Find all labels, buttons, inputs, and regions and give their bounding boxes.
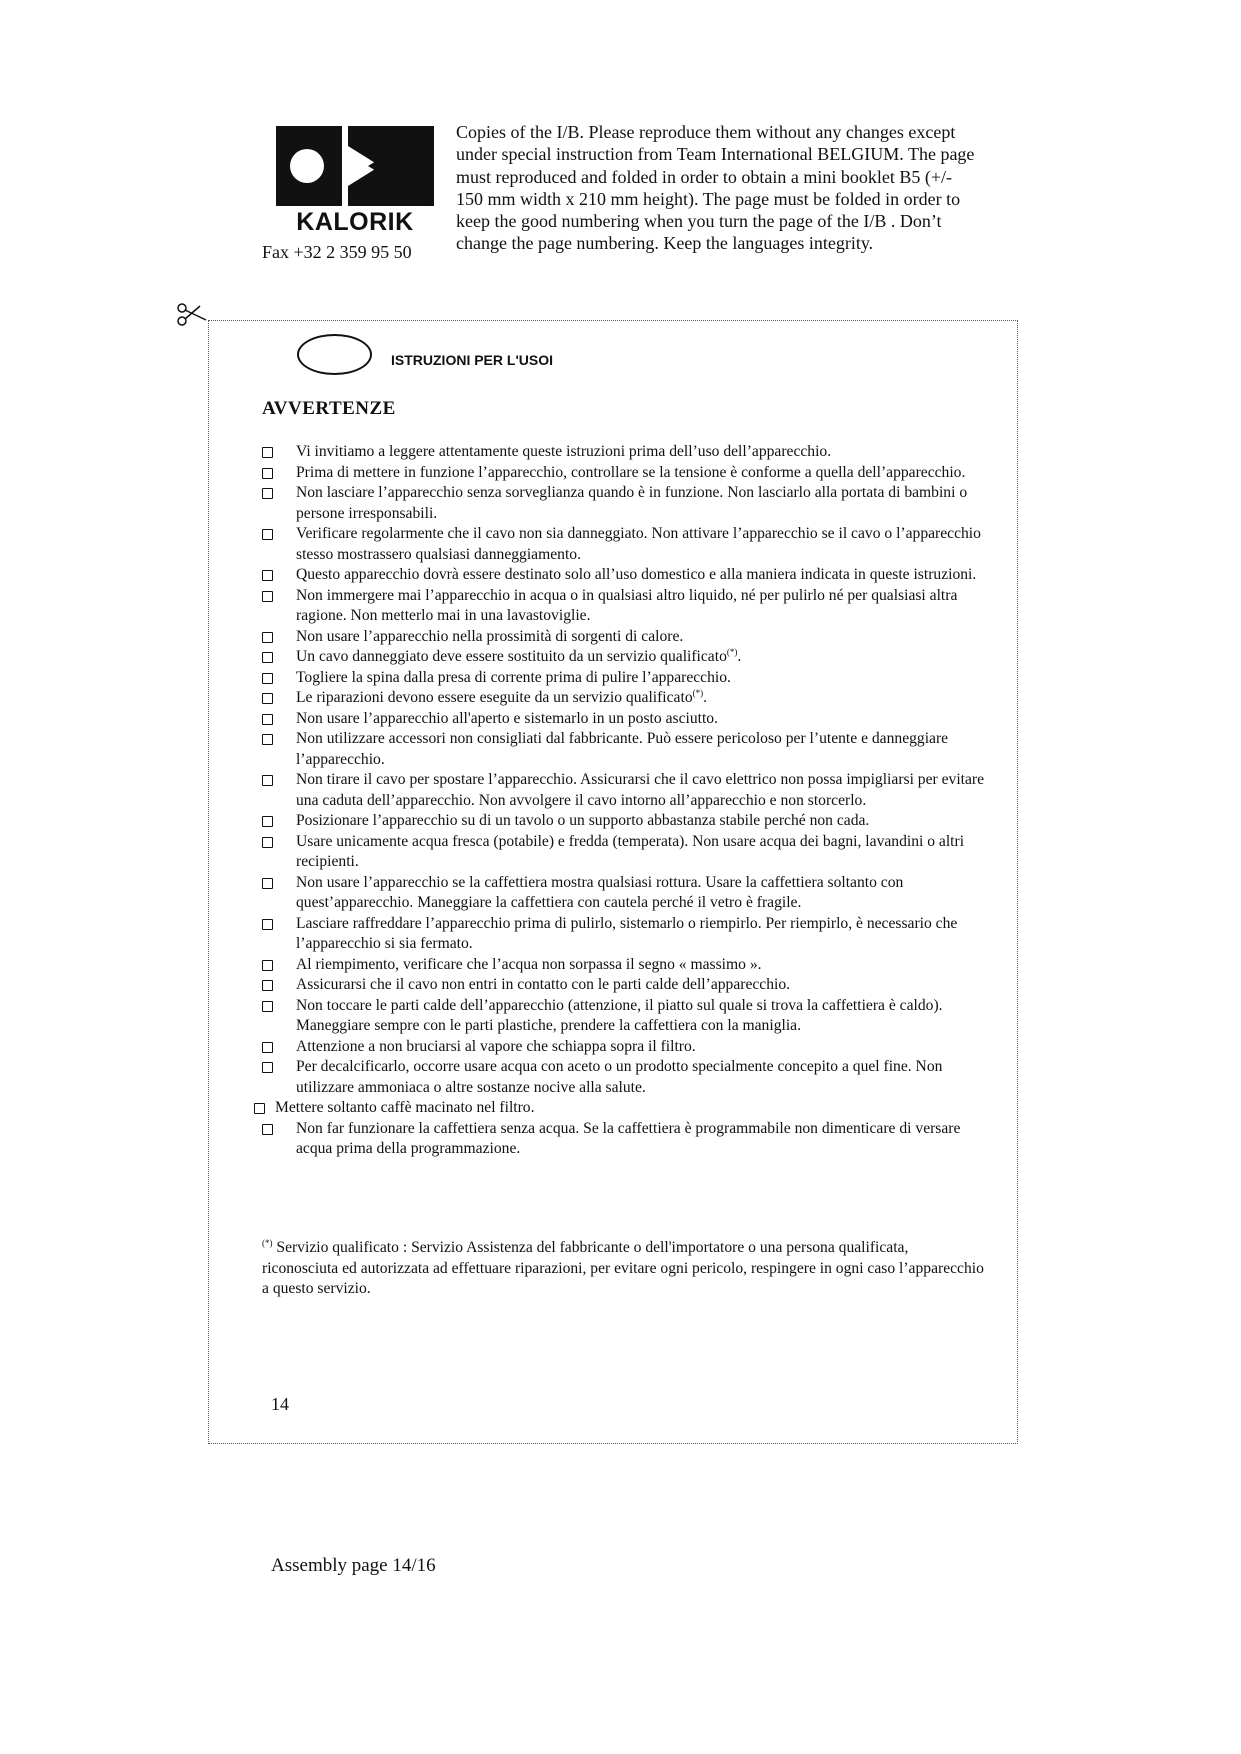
warning-text: Lasciare raffreddare l’apparecchio prima di pulirlo, sistemarlo o riempirlo. Per riempirlo, è necessario che l’apparecchio si sia fermato. xyxy=(296,914,958,952)
checkbox-bullet-icon xyxy=(262,980,273,991)
warning-item xyxy=(262,668,987,689)
warning-text: Mettere soltanto caffè macinato nel filtro. xyxy=(275,1099,535,1116)
warning-item xyxy=(262,586,987,627)
warning-item xyxy=(262,873,987,914)
checkbox-bullet-icon xyxy=(262,816,273,827)
checkbox-bullet-icon xyxy=(262,529,273,540)
warning-text: Le riparazioni devono essere eseguite da un servizio qualificato xyxy=(296,689,693,706)
checkbox-bullet-icon xyxy=(262,919,273,930)
scissors-icon xyxy=(176,302,212,332)
warning-text: Non immergere mai l’apparecchio in acqua o in qualsiasi altro liquido, né per pulirlo né per qualsiasi altra ragione. Non metterlo mai in una lavastoviglie. xyxy=(296,586,958,624)
assembly-page-label: Assembly page 14/16 xyxy=(271,1555,436,1576)
footnote-mark: (*) xyxy=(262,1238,273,1248)
warnings-heading: AVVERTENZE xyxy=(262,398,396,419)
warning-text: Al riempimento, verificare che l’acqua non sorpassa il segno « massimo ». xyxy=(296,955,762,973)
warning-text: Verificare regolarmente che il cavo non sia danneggiato. Non attivare l’apparecchio se il cavo o l’apparecchio stesso mostrassero qualsiasi danneggiamento. xyxy=(296,525,981,563)
warning-item xyxy=(262,1037,987,1058)
checkbox-bullet-icon xyxy=(262,652,273,663)
warning-item xyxy=(262,1119,987,1160)
warning-text: Usare unicamente acqua fresca (potabile) e fredda (temperata). Non usare acqua dei bagni, lavandini o altri recipienti. xyxy=(296,832,965,870)
warning-item xyxy=(262,627,987,648)
checkbox-bullet-icon xyxy=(262,714,273,725)
warning-text: Togliere la spina dalla presa di corrente prima di pulire l’apparecchio. xyxy=(296,668,731,686)
warning-text: Assicurarsi che il cavo non entri in contatto con le parti calde dell’apparecchio. xyxy=(296,976,791,993)
checkbox-bullet-icon xyxy=(262,837,273,848)
section-title: ISTRUZIONI PER L'USOI xyxy=(391,352,554,368)
warning-item xyxy=(262,914,987,955)
footnote-reference: (*) xyxy=(692,688,704,698)
warning-text: Non usare l’apparecchio all'aperto e sistemarlo in un posto asciutto. xyxy=(296,709,718,727)
warning-item xyxy=(262,524,987,565)
warning-text: Posizionare l’apparecchio su di un tavolo o un supporto abbastanza stabile perché non cada. xyxy=(296,812,870,829)
checkbox-bullet-icon xyxy=(262,1001,273,1012)
warning-text: Un cavo danneggiato deve essere sostituito da un servizio qualificato xyxy=(296,648,727,665)
page-number: 14 xyxy=(271,1394,289,1414)
warning-item xyxy=(254,1098,979,1119)
warning-item xyxy=(262,442,987,463)
warning-item xyxy=(262,996,987,1037)
checkbox-bullet-icon xyxy=(262,570,273,581)
warning-text: Questo apparecchio dovrà essere destinato solo all’uso domestico e alla maniera indicata in queste istruzioni. xyxy=(296,566,977,583)
warning-text: Non lasciare l’apparecchio senza sorveglianza quando è in funzione. Non lasciarlo alla portata di bambini o persone irresponsabili. xyxy=(296,484,968,522)
checkbox-bullet-icon xyxy=(262,1042,273,1053)
warning-item xyxy=(262,463,987,484)
warning-text: Per decalcificarlo, occorre usare acqua con aceto o un prodotto specialmente concepito a quel fine. Non utilizzare ammoniaca o altre sostanze nocive alla salute. xyxy=(296,1058,943,1096)
checkbox-bullet-icon xyxy=(262,878,273,889)
footnote-text: Servizio qualificato : Servizio Assistenza del fabbricante o dell'importatore o una persona qualificata, riconosciuta ed autorizzata ad effettuare riparazioni, per evitare ogni pericolo, respingere in ogni caso l’apparecchio a questo servizio. xyxy=(262,1239,984,1297)
footnote-reference: (*) xyxy=(726,647,738,657)
warning-list xyxy=(262,442,987,1160)
checkbox-bullet-icon xyxy=(262,960,273,971)
warning-text: Non far funzionare la caffettiera senza acqua. Se la caffettiera è programmabile non dimenticare di versare acqua prima della programmazione. xyxy=(296,1119,961,1157)
warning-item xyxy=(262,483,987,524)
reproduction-notice: Copies of the I/B. Please reproduce them without any changes except under special instruction from Team International BELGIUM. The page must reproduced and folded in order to obtain a mini booklet B5 (+/- 150 mm width x 210 mm height). The page must be folded in order to keep the good numbering when you turn the page of the I/B . Don’t change the page numbering. Keep the languages integrity. xyxy=(456,122,975,254)
kalorik-logo xyxy=(276,126,434,234)
warning-item xyxy=(262,647,987,668)
checkbox-bullet-icon xyxy=(262,488,273,499)
checkbox-bullet-icon xyxy=(254,1103,265,1114)
checkbox-bullet-icon xyxy=(262,693,273,704)
warning-item xyxy=(262,565,987,586)
warning-item xyxy=(262,811,987,832)
warning-text: Non toccare le parti calde dell’apparecchio (attenzione, il piatto sul quale si trova la caffettiera è caldo). Maneggiare sempre con le parti plastiche, prendere la caffettiera con la maniglia. xyxy=(296,996,943,1034)
checkbox-bullet-icon xyxy=(262,1062,273,1073)
checkbox-bullet-icon xyxy=(262,447,273,458)
warning-item xyxy=(262,709,987,730)
checkbox-bullet-icon xyxy=(262,734,273,745)
checkbox-bullet-icon xyxy=(262,1124,273,1135)
checkbox-bullet-icon xyxy=(262,632,273,643)
checkbox-bullet-icon xyxy=(262,468,273,479)
warning-item xyxy=(262,1057,987,1098)
fax-number: Fax +32 2 359 95 50 xyxy=(262,242,412,262)
checkbox-bullet-icon xyxy=(262,591,273,602)
warning-item xyxy=(262,688,987,709)
warning-item xyxy=(262,729,987,770)
warning-item xyxy=(262,975,987,996)
warning-text: Non tirare il cavo per spostare l’apparecchio. Assicurarsi che il cavo elettrico non possa impigliarsi per evitare una caduta dell’apparecchio. Non avvolgere il cavo intorno all’apparecchio e non storcerlo. xyxy=(296,771,985,809)
warning-text-tail: . xyxy=(703,689,708,706)
warning-text: Vi invitiamo a leggere attentamente queste istruzioni prima dell’uso dell’apparecchio. xyxy=(296,443,832,460)
warning-text: Prima di mettere in funzione l’apparecchio, controllare se la tensione è conforme a quella dell’apparecchio. xyxy=(296,463,966,481)
footnote xyxy=(262,1238,987,1300)
warning-text-tail: . xyxy=(737,648,742,665)
warning-item xyxy=(262,770,987,811)
warning-text: Attenzione a non bruciarsi al vapore che schiappa sopra il filtro. xyxy=(296,1037,696,1055)
checkbox-bullet-icon xyxy=(262,775,273,786)
warning-item xyxy=(262,955,987,976)
warning-item xyxy=(262,832,987,873)
logo-wordmark: KALORIK xyxy=(296,208,414,234)
warning-text: Non usare l’apparecchio nella prossimità di sorgenti di calore. xyxy=(296,627,684,645)
warning-text: Non usare l’apparecchio se la caffettiera mostra qualsiasi rottura. Usare la caffettiera soltanto con quest’apparecchio. Maneggiare la caffettiera con cautela perché il vetro è fragile. xyxy=(296,873,904,911)
warning-text: Non utilizzare accessori non consigliati dal fabbricante. Può essere pericoloso per l’utente e danneggiare l’apparecchio. xyxy=(296,730,949,768)
checkbox-bullet-icon xyxy=(262,673,273,684)
language-flag-oval xyxy=(297,334,372,375)
